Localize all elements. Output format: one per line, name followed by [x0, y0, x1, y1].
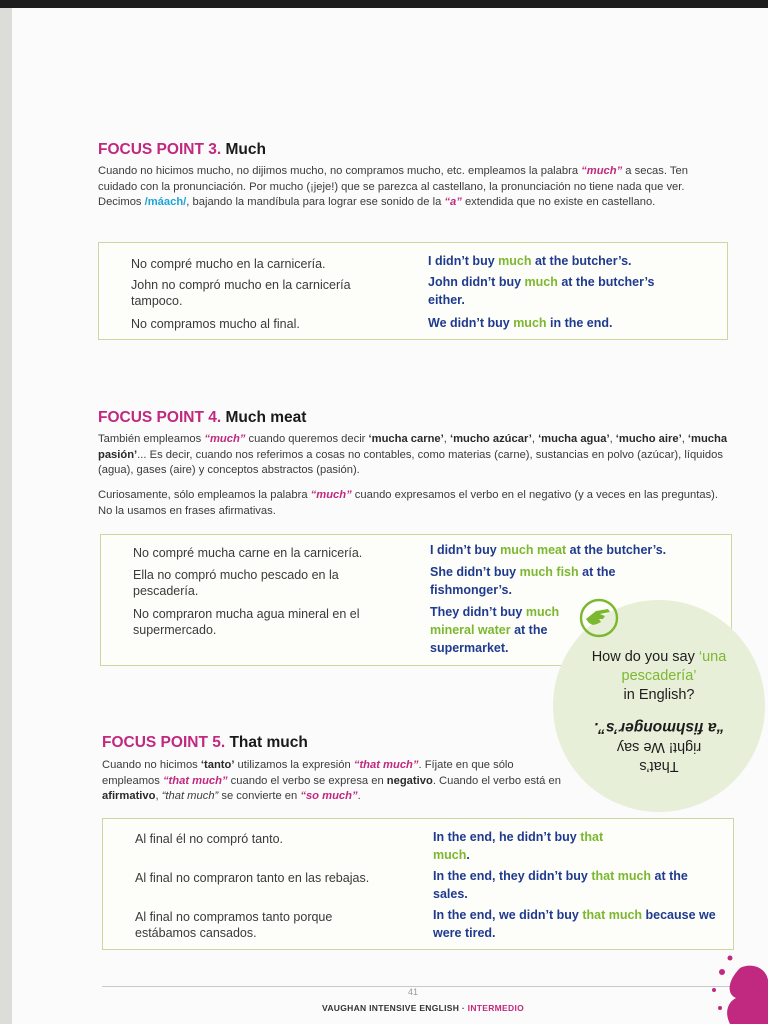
bubble-answer-line: right! We say [616, 739, 702, 755]
text-run: , [609, 433, 616, 445]
english-example [433, 906, 718, 942]
text-run: at the butcher’s. [566, 543, 667, 557]
bubble-answer-term: “a fishmonger’s”. [593, 719, 725, 736]
focus-point-3-explanation [98, 164, 728, 211]
text-run: . Fíjate en que sólo empleamos [102, 759, 514, 787]
text-run: , [155, 790, 162, 802]
text-run: a secas. Ten cuidado con la pronunciación. Por mucho (¡jeje!) que se parezca al castellano, la pronunciación no tiene nada que ver. Decimos [98, 165, 688, 208]
scan-top-edge [0, 0, 768, 8]
english-example [428, 273, 693, 309]
emphasis-text: “a” [444, 196, 462, 208]
spanish-example: John no compró mucho en la carnicería tampoco. [131, 278, 351, 308]
emphasis-text: “that much” [353, 759, 419, 771]
focus-point-name: Much meat [225, 409, 307, 426]
spanish-example: No compraron mucha agua mineral en el supermercado. [133, 607, 360, 637]
text-run: ... Es decir, cuando nos referimos a cosas no contables, como materias (carne), sustancias en polvo (azúcar), líquidos (agua), gases (aire) y conceptos abstractos (pasión). [98, 448, 723, 476]
emphasis-text: negativo [386, 774, 433, 787]
footer-divider [102, 986, 742, 987]
emphasis-text: ‘mucha agua’ [538, 433, 610, 445]
focus-point-label: FOCUS POINT 5. [102, 734, 226, 751]
footer-level: INTERMEDIO [467, 1003, 525, 1013]
english-example [430, 541, 720, 559]
spanish-example: No compramos mucho al final. [131, 317, 300, 331]
emphasis-text: “much” [581, 165, 623, 177]
text-run: . [357, 790, 361, 802]
emphasis-text: “that much” [161, 790, 219, 802]
scan-left-edge [0, 8, 12, 1024]
focus-point-name: Much [225, 141, 266, 158]
text-run: se convierte en [218, 790, 301, 802]
text-run: She didn’t buy [430, 565, 520, 579]
spanish-example: Al final no compraron tanto en las rebajas. [135, 871, 370, 885]
text-run: because we were tired. [433, 908, 716, 940]
emphasis-text: ‘tanto’ [200, 759, 235, 771]
emphasis-text: ‘mucho azúcar’ [449, 433, 532, 445]
emphasis-text: ‘mucha carne’ [368, 433, 444, 445]
emphasis-text: “so much” [300, 790, 358, 802]
text-run: In the end, he didn’t buy [433, 830, 581, 844]
english-example [430, 563, 670, 599]
text-run: . [466, 848, 470, 862]
spanish-example: Al final no compramos tanto porque estábamos cansados. [135, 910, 333, 940]
focus-point-4-title [98, 409, 306, 427]
spanish-example: Ella no compró mucho pescado en la pescadería. [133, 568, 339, 598]
text-run: I didn’t buy [428, 254, 499, 268]
text-run: También empleamos [98, 433, 205, 445]
focus-point-5-title [102, 734, 308, 752]
bubble-answer-line: That’s [639, 758, 679, 774]
footer-brand-name: VAUGHAN INTENSIVE ENGLISH · [322, 1003, 468, 1013]
text-run: cuando expresamos el verbo en el negativo (y a veces en las preguntas). No la usamos en frases afirmativas. [98, 489, 718, 517]
text-run: Cuando no hicimos [102, 759, 201, 771]
emphasis-text: ‘mucho aire’ [615, 433, 682, 445]
text-run: cuando queremos decir [245, 433, 369, 445]
emphasis-text: “that much” [162, 774, 228, 787]
focus-point-4-note [98, 488, 732, 519]
emphasis-text: /máach/ [144, 196, 187, 208]
focus-point-label: FOCUS POINT 3. [98, 141, 222, 158]
text-run: at the supermarket. [430, 623, 548, 655]
text-run: John didn’t buy [428, 275, 525, 289]
bubble-answer-upside-down [553, 717, 765, 775]
text-run: . Cuando el verbo está en [432, 774, 561, 787]
text-run: extendida que no existe en castellano. [461, 196, 656, 208]
text-run: They didn’t buy [430, 605, 526, 619]
pointing-hand-icon [578, 597, 620, 639]
focus-point-3-title [98, 141, 266, 159]
spanish-example: Al final él no compró tanto. [135, 832, 283, 846]
highlighted-term: much [513, 316, 547, 330]
spanish-example: No compré mucho en la carnicería. [131, 257, 326, 271]
text-run: at the sales. [433, 869, 688, 901]
text-run: , [681, 433, 688, 445]
bubble-question-end: in English? [623, 687, 695, 703]
text-run: utilizamos la expresión [234, 759, 354, 771]
english-example [433, 828, 608, 864]
paint-splash-decoration [700, 950, 768, 1024]
text-run: Curiosamente, sólo empleamos la palabra [98, 489, 311, 501]
bubble-question-start: How do you say [591, 649, 699, 665]
text-run: , [531, 433, 539, 445]
highlighted-term: much mineral water [430, 605, 560, 637]
emphasis-text: ‘mucha pasión’ [98, 433, 728, 461]
text-run: In the end, they didn’t buy [433, 869, 592, 883]
emphasis-text: “much” [310, 489, 352, 501]
emphasis-text: “much” [204, 433, 246, 445]
text-run: cuando el verbo se expresa en [227, 774, 387, 787]
highlighted-term: much [498, 254, 532, 268]
emphasis-text: afirmativo [102, 790, 156, 802]
focus-point-name: That much [229, 734, 308, 751]
spanish-example: No compré mucha carne en la carnicería. [133, 546, 363, 560]
text-run: We didn’t buy [428, 316, 514, 330]
text-run: at the butcher’s either. [428, 275, 655, 307]
page-number: 41 [408, 987, 419, 997]
text-run: Cuando no hicimos mucho, no dijimos mucho, no compramos mucho, etc. empleamos la palabra [98, 165, 582, 177]
focus-point-5-explanation [102, 758, 562, 805]
highlighted-term: that much [582, 908, 643, 922]
text-run: , [443, 433, 450, 445]
text-run: In the end, we didn’t buy [433, 908, 583, 922]
focus-point-label: FOCUS POINT 4. [98, 409, 222, 426]
focus-point-4-explanation [98, 432, 732, 479]
english-example [428, 314, 718, 332]
english-example [428, 252, 718, 270]
highlighted-term: that much [591, 869, 652, 883]
text-run: at the fishmonger’s. [430, 565, 616, 597]
highlighted-term: that much [433, 830, 604, 862]
bubble-question-term: ‘una pescadería’ [621, 649, 727, 684]
english-example [433, 867, 718, 903]
text-run: , bajando la mandíbula para lograr ese sonido de la [186, 196, 445, 208]
highlighted-term: much [524, 275, 558, 289]
highlighted-term: much meat [500, 543, 567, 557]
text-run: in the end. [546, 316, 613, 330]
bubble-question [553, 648, 765, 705]
footer-brand [322, 1003, 524, 1013]
text-run: at the butcher’s. [531, 254, 632, 268]
highlighted-term: much fish [519, 565, 579, 579]
text-run: I didn’t buy [430, 543, 501, 557]
